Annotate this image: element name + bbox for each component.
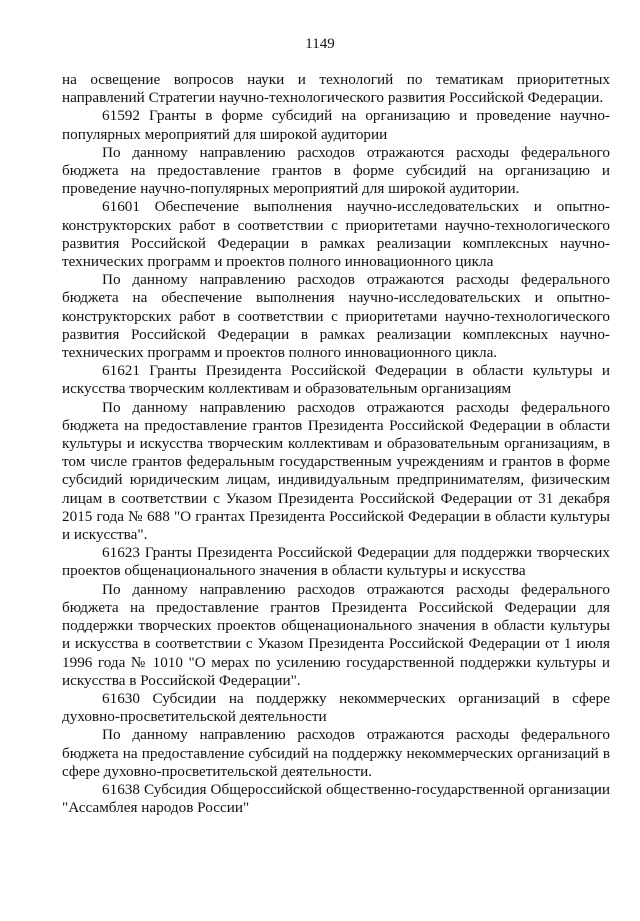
paragraph-3: По данному направлению расходов отражаются расходы федерального бюджета на предоставление грантов в форме субсидий на организацию и проведение научно-популярных мероприятий для широкой аудитории. [62, 143, 610, 198]
page-number: 1149 [305, 36, 335, 52]
paragraph-7: По данному направлению расходов отражаются расходы федерального бюджета на предоставление грантов Президента Российской Федерации в области культуры и искусства творческим коллективам и образовательным организациям, в том числе грантов федеральным государственным учреждениям и грантов в форме субсидий юридическим лицам, индивидуальным предпринимателям, физическим лицам в соответствии с Указом Президента Российской Федерации от 31 декабря 2015 года № 688 "О грантах Президента Российской Федерации в области культуры и искусства". [62, 398, 610, 544]
paragraph-4: 61601 Обеспечение выполнения научно-исследовательских и опытно-конструкторских работ в соответствии с приоритетами научно-технологического развития Российской Федерации в рамках реализации комплексных научно-технических программ и проектов полного инновационного цикла [62, 198, 610, 271]
paragraph-9: По данному направлению расходов отражаются расходы федерального бюджета на предоставление грантов Президента Российской Федерации для поддержки творческих проектов общенационального значения в области культуры и искусства в соответствии с Указом Президента Российской Федерации от 1 июля 1996 года № 1010 "О мерах по усилению государственной поддержки культуры и искусства в Российской Федерации". [62, 580, 610, 689]
paragraph-10: 61630 Субсидии на поддержку некоммерческих организаций в сфере духовно-просветительской деятельности [62, 689, 610, 726]
document-body [62, 71, 610, 817]
paragraph-12: 61638 Субсидия Общероссийской общественно-государственной организации "Ассамблея народов России" [62, 780, 610, 817]
paragraph-11: По данному направлению расходов отражаются расходы федерального бюджета на предоставление субсидий на поддержку некоммерческих организаций в сфере духовно-просветительской деятельности. [62, 726, 610, 780]
paragraph-5: По данному направлению расходов отражаются расходы федерального бюджета на обеспечение выполнения научно-исследовательских и опытно-конструкторских работ в соответствии с приоритетами научно-технологического развития Российской Федерации в рамках реализации комплексных научно-технических программ и проектов полного инновационного цикла. [62, 271, 610, 362]
paragraph-2: 61592 Гранты в форме субсидий на организацию и проведение научно-популярных мероприятий для широкой аудитории [62, 107, 610, 143]
paragraph-6: 61621 Гранты Президента Российской Федерации в области культуры и искусства творческим коллективам и образовательным организациям [62, 362, 610, 398]
paragraph-1: на освещение вопросов науки и технологий по тематикам приоритетных направлений Стратегии научно-технологического развития Российской Федерации. [62, 71, 610, 107]
paragraph-8: 61623 Гранты Президента Российской Федерации для поддержки творческих проектов общенационального значения в области культуры и искусства [62, 544, 610, 580]
